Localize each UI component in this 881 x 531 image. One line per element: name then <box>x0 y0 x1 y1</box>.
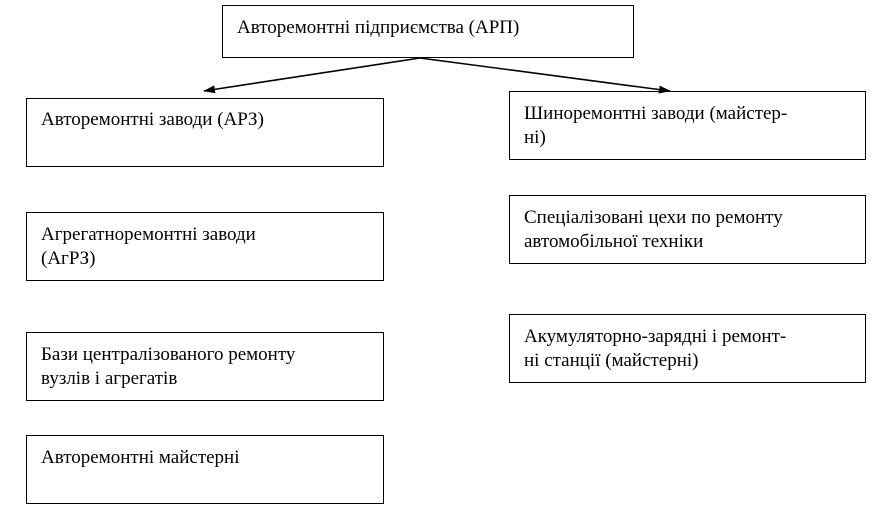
root-node-arp: Авторемонтні підприємства (АРП) <box>222 5 634 58</box>
node-arz: Авторемонтні заводи (АРЗ) <box>26 98 384 167</box>
arrow-to-left-branch <box>204 58 420 91</box>
node-central-repair-bases: Бази централізованого ремонту вузлів і агрегатів <box>26 332 384 401</box>
arrow-to-right-branch <box>420 58 670 91</box>
node-repair-workshops: Авторемонтні майстерні <box>26 435 384 504</box>
node-tire-repair-plants: Шиноремонтні заводи (майстер- ні) <box>509 91 866 160</box>
node-agrz: Агрегатноремонтні заводи (АгРЗ) <box>26 212 384 281</box>
node-specialized-shops: Спеціалізовані цехи по ремонту автомобільної техніки <box>509 195 866 264</box>
node-battery-stations: Акумуляторно-зарядні і ремонт- ні станції (майстерні) <box>509 314 866 383</box>
